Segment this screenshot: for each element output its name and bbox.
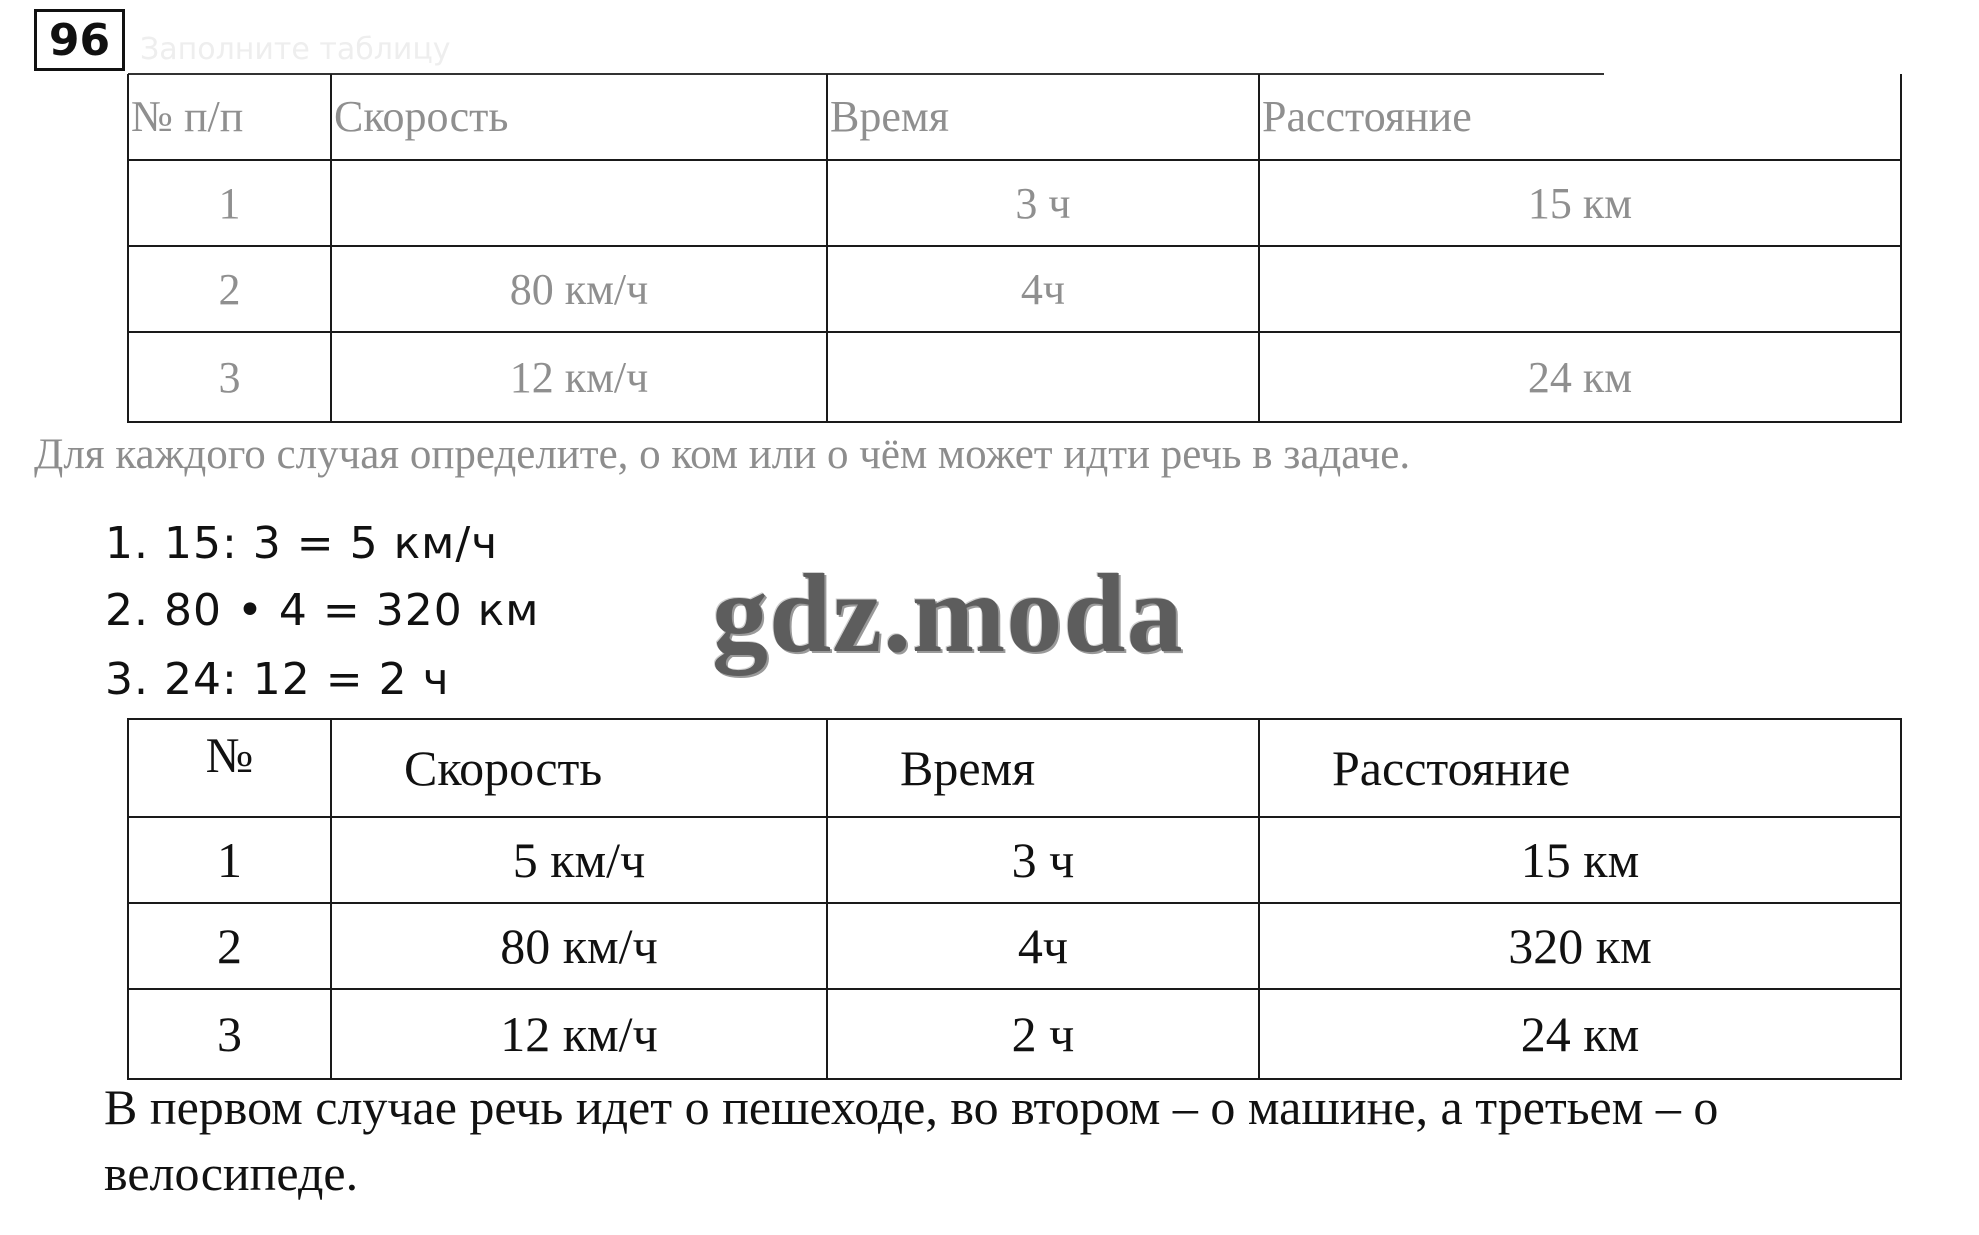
header-cell-speed: Скорость xyxy=(331,719,827,817)
cell-speed: 12 км/ч xyxy=(331,332,827,422)
table-row xyxy=(128,160,1901,246)
conclusion-text: В первом случае речь идет о пешеходе, во втором – о машине, а третьем – о велосипеде. xyxy=(104,1079,1719,1201)
table-row xyxy=(128,989,1901,1079)
cell-distance: 320 км xyxy=(1259,903,1901,989)
answer-table xyxy=(127,718,1902,1080)
cell-number: 3 xyxy=(128,332,331,422)
question-text: Для каждого случая определите, о ком или о чём может идти речь в задаче. xyxy=(34,431,1411,478)
solution-step-3: 3. 24: 12 = 2 ч xyxy=(105,654,450,705)
cell-number: 1 xyxy=(128,160,331,246)
header-cell-distance: Расстояние xyxy=(1259,74,1901,160)
header-cell-time: Время xyxy=(827,719,1259,817)
table-row xyxy=(128,903,1901,989)
given-table-header xyxy=(128,74,1901,160)
cell-number: 1 xyxy=(128,817,331,903)
cell-distance: 15 км xyxy=(1259,160,1901,246)
cell-number: 3 xyxy=(128,989,331,1079)
table-row xyxy=(128,246,1901,332)
header-cell-time: Время xyxy=(827,74,1259,160)
cell-distance xyxy=(1259,246,1901,332)
header-cell-number: № xyxy=(128,719,331,817)
header-cell-number: № п/п xyxy=(128,74,331,160)
cell-speed: 80 км/ч xyxy=(331,246,827,332)
table-row xyxy=(128,332,1901,422)
cell-time: 4ч xyxy=(827,903,1259,989)
cell-time xyxy=(827,332,1259,422)
cell-speed xyxy=(331,160,827,246)
watermark: gdz.moda xyxy=(712,552,1184,676)
task-number: 96 xyxy=(34,9,125,71)
cell-time: 3 ч xyxy=(827,817,1259,903)
cell-number: 2 xyxy=(128,246,331,332)
solution-step-1: 1. 15: 3 = 5 км/ч xyxy=(105,518,499,569)
cell-speed: 5 км/ч xyxy=(331,817,827,903)
table-row xyxy=(128,817,1901,903)
cell-distance: 24 км xyxy=(1259,332,1901,422)
cell-distance: 15 км xyxy=(1259,817,1901,903)
header-cell-distance: Расстояние xyxy=(1259,719,1901,817)
cell-number: 2 xyxy=(128,903,331,989)
cell-time: 4ч xyxy=(827,246,1259,332)
cell-speed: 12 км/ч xyxy=(331,989,827,1079)
task-instruction: Заполните таблицу xyxy=(140,32,451,67)
cell-time: 3 ч xyxy=(827,160,1259,246)
given-table xyxy=(127,74,1902,423)
cell-speed: 80 км/ч xyxy=(331,903,827,989)
header-cell-speed: Скорость xyxy=(331,74,827,160)
cell-time: 2 ч xyxy=(827,989,1259,1079)
solution-step-2: 2. 80 • 4 = 320 км xyxy=(105,585,540,636)
cell-distance: 24 км xyxy=(1259,989,1901,1079)
answer-table-header xyxy=(128,719,1901,817)
